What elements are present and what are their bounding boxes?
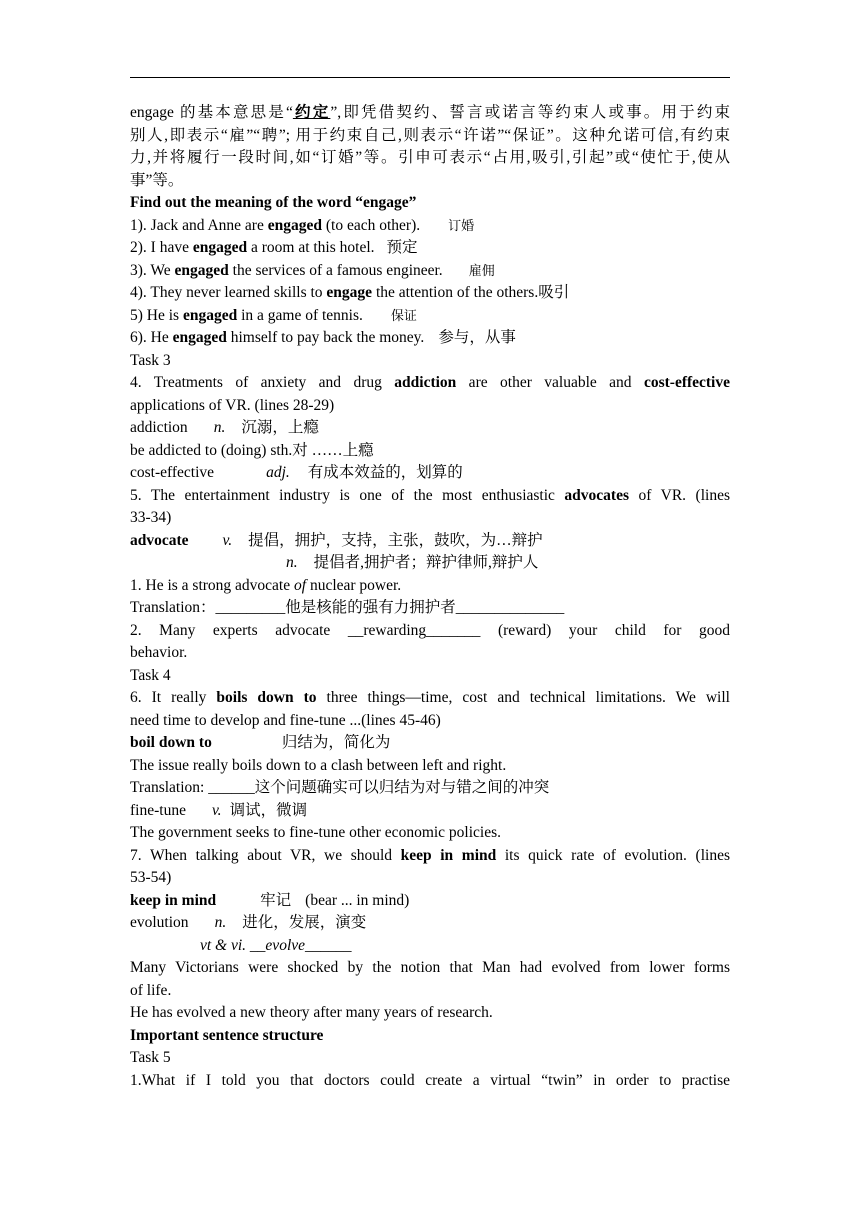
sentence-line: applications of VR. (lines 28-29) <box>130 396 335 414</box>
vocab-entry: fine-tune v. 调试，微调 <box>130 801 308 819</box>
intro-line: 别人,即表示“雇”“聘”; 用于约束自己,则表示“许诺”“保证”。这种允诺可信,有约束 <box>130 126 730 144</box>
sentence-line: 5. The entertainment industry is one of the most enthusiastic advocates of VR. (lines <box>130 486 730 504</box>
example-line: 5) He is engaged in a game of tennis. 保证 <box>130 306 417 324</box>
intro-line: engage 的基本意思是“约定”,即凭借契约、誓言或诺言等约束人或事。用于约束 <box>130 104 730 121</box>
example-line: 2). I have engaged a room at this hotel. 预定 <box>130 239 418 256</box>
example-line: 6). He engaged himself to pay back the money. 参与，从事 <box>130 329 516 346</box>
example-line: 1). Jack and Anne are engaged (to each other). 订婚 <box>130 216 475 234</box>
sentence-line: 6. It really boils down to three things—time, cost and technical limitations. We will <box>130 689 730 706</box>
sentence-line: 53-54) <box>130 869 172 886</box>
sentence-line: 7. When talking about VR, we should keep in mind its quick rate of evolution. (lines <box>130 846 730 864</box>
sentence-line: 33-34) <box>130 509 172 526</box>
document-body <box>130 102 730 1092</box>
example-line: The issue really boils down to a clash between left and right. <box>130 756 507 774</box>
vocab-entry: cost-effective adj. 有成本效益的，划算的 <box>130 464 463 481</box>
sentence-line: need time to develop and fine-tune ...(lines 45-46) <box>130 711 441 729</box>
example-line: of life. <box>130 981 172 999</box>
vocab-entry: evolution n. 进化，发展，演变 <box>130 914 367 931</box>
vocab-entry: n. 提倡者,拥护者；辩护律师,辩护人 <box>286 554 539 571</box>
intro-line: 事”等。 <box>130 171 184 189</box>
example-line: 3). We engaged the services of a famous engineer. 雇佣 <box>130 261 495 279</box>
intro-line: 力,并将履行一段时间,如“订婚”等。引申可表示“占用,吸引,引起”或“使忙于,使从 <box>130 149 730 166</box>
example-line: He has evolved a new theory after many years of research. <box>130 1004 493 1021</box>
sentence-line: 1.What if I told you that doctors could create a virtual “twin” in order to practise <box>130 1071 730 1089</box>
vocab-entry: keep in mind 牢记 (bear ... in mind) <box>130 891 410 909</box>
vocab-entry: advocate v. 提倡，拥护，支持，主张，鼓吹，为…辩护 <box>130 531 543 549</box>
translation-line: Translation：_________他是核能的强有力拥护者______________ <box>130 599 565 616</box>
vocab-entry: be addicted to (doing) sth.对 ……上瘾 <box>130 441 374 459</box>
example-line: 2. Many experts advocate __rewarding_______ (reward) your child for good <box>130 621 730 639</box>
task-label: Task 5 <box>130 1049 171 1066</box>
example-line: The government seeks to fine-tune other economic policies. <box>130 824 502 841</box>
vocab-entry: addiction n. 沉溺，上瘾 <box>130 419 319 436</box>
example-line: Many Victorians were shocked by the notion that Man had evolved from lower forms <box>130 959 730 976</box>
example-line: 1. He is a strong advocate of nuclear power. <box>130 576 402 594</box>
sentence-line: 4. Treatments of anxiety and drug addiction are other valuable and cost-effective <box>130 374 730 391</box>
section-heading: Find out the meaning of the word “engage” <box>130 194 417 211</box>
header-rule <box>130 77 730 78</box>
example-line: behavior. <box>130 644 188 661</box>
vocab-entry: boil down to 归结为，简化为 <box>130 734 391 751</box>
vocab-entry: vt & vi. __evolve______ <box>200 936 352 954</box>
section-heading: Important sentence structure <box>130 1026 324 1044</box>
task-label: Task 4 <box>130 666 171 684</box>
example-line: 4). They never learned skills to engage the attention of the others.吸引 <box>130 284 570 301</box>
task-label: Task 3 <box>130 351 171 369</box>
translation-line: Translation: ______这个问题确实可以归结为对与错之间的冲突 <box>130 779 550 796</box>
